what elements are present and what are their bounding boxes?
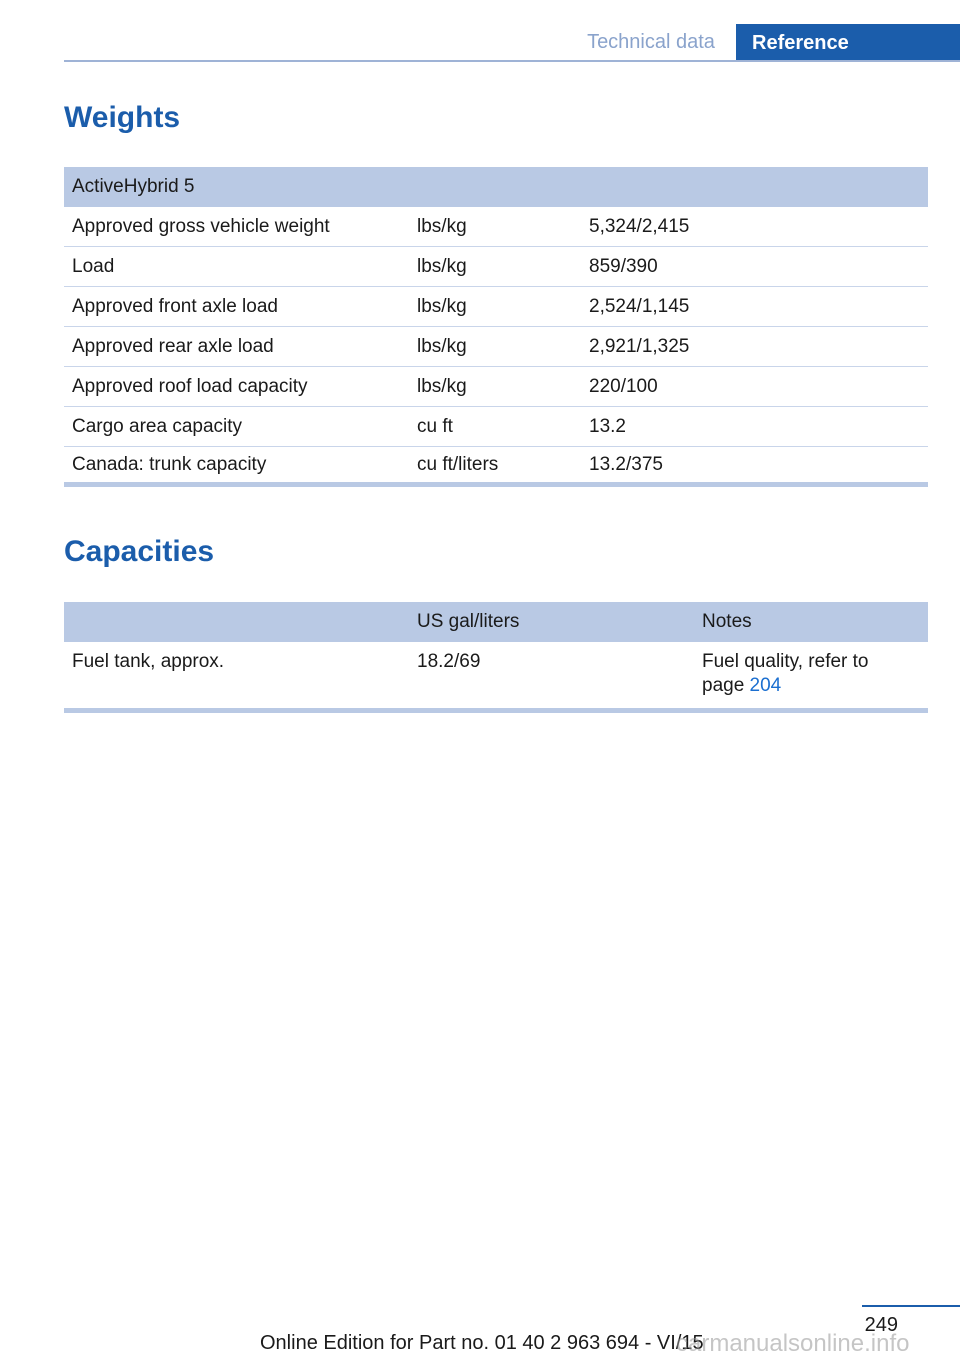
row-unit: cu ft/liters bbox=[417, 453, 499, 475]
edition-note: Online Edition for Part no. 01 40 2 963 694 - VI/15 bbox=[260, 1332, 704, 1354]
row-unit: lbs/kg bbox=[417, 215, 467, 237]
row-value: 13.2/375 bbox=[589, 453, 663, 475]
row-label: Approved gross vehicle weight bbox=[72, 215, 330, 237]
table-row bbox=[64, 207, 928, 247]
table-row bbox=[64, 367, 928, 407]
row-value: 220/100 bbox=[589, 375, 658, 397]
row-label: Cargo area capacity bbox=[72, 415, 243, 437]
tab-technical-data[interactable]: Technical data bbox=[587, 31, 715, 53]
row-notes bbox=[694, 650, 928, 698]
row-unit: lbs/kg bbox=[417, 375, 467, 397]
weights-model-label: ActiveHybrid 5 bbox=[72, 176, 195, 197]
column-header-notes: Notes bbox=[702, 611, 752, 632]
table-row bbox=[64, 447, 928, 487]
row-value: 2,524/1,145 bbox=[589, 295, 690, 317]
row-value: 859/390 bbox=[589, 255, 658, 277]
table-row bbox=[64, 327, 928, 367]
row-unit: lbs/kg bbox=[417, 255, 467, 277]
weights-table-header bbox=[64, 167, 928, 207]
row-label: Canada: trunk capacity bbox=[72, 453, 267, 475]
table-row bbox=[64, 642, 928, 713]
footer-divider bbox=[862, 1305, 960, 1307]
row-unit: lbs/kg bbox=[417, 335, 467, 357]
row-label: Approved roof load capacity bbox=[72, 375, 308, 397]
row-label: Approved front axle load bbox=[72, 295, 278, 317]
page-reference-link[interactable]: 204 bbox=[749, 675, 782, 696]
table-row bbox=[64, 247, 928, 287]
watermark: carmanualsonline.info bbox=[676, 1330, 910, 1357]
notes-text: Fuel quality, refer to bbox=[702, 651, 869, 672]
row-unit: cu ft bbox=[417, 415, 453, 437]
row-label: Load bbox=[72, 255, 115, 277]
table-row bbox=[64, 287, 928, 327]
row-value: 18.2/69 bbox=[417, 651, 481, 672]
tab-reference[interactable]: Reference bbox=[736, 24, 960, 62]
column-header-unit: US gal/liters bbox=[417, 611, 520, 632]
row-value: 2,921/1,325 bbox=[589, 335, 690, 357]
table-row bbox=[64, 407, 928, 447]
capacities-table bbox=[64, 602, 928, 713]
weights-heading: Weights bbox=[64, 101, 181, 134]
row-label: Approved rear axle load bbox=[72, 335, 274, 357]
row-value: 5,324/2,415 bbox=[589, 215, 690, 237]
capacities-heading: Capacities bbox=[64, 535, 215, 568]
header-divider bbox=[64, 60, 960, 62]
weights-table bbox=[64, 167, 928, 487]
row-label: Fuel tank, approx. bbox=[72, 651, 225, 672]
capacities-table-header bbox=[64, 602, 928, 642]
page-number: 249 bbox=[864, 1314, 898, 1336]
row-unit: lbs/kg bbox=[417, 295, 467, 317]
row-value: 13.2 bbox=[589, 415, 626, 437]
notes-page-prefix: page bbox=[702, 675, 750, 696]
